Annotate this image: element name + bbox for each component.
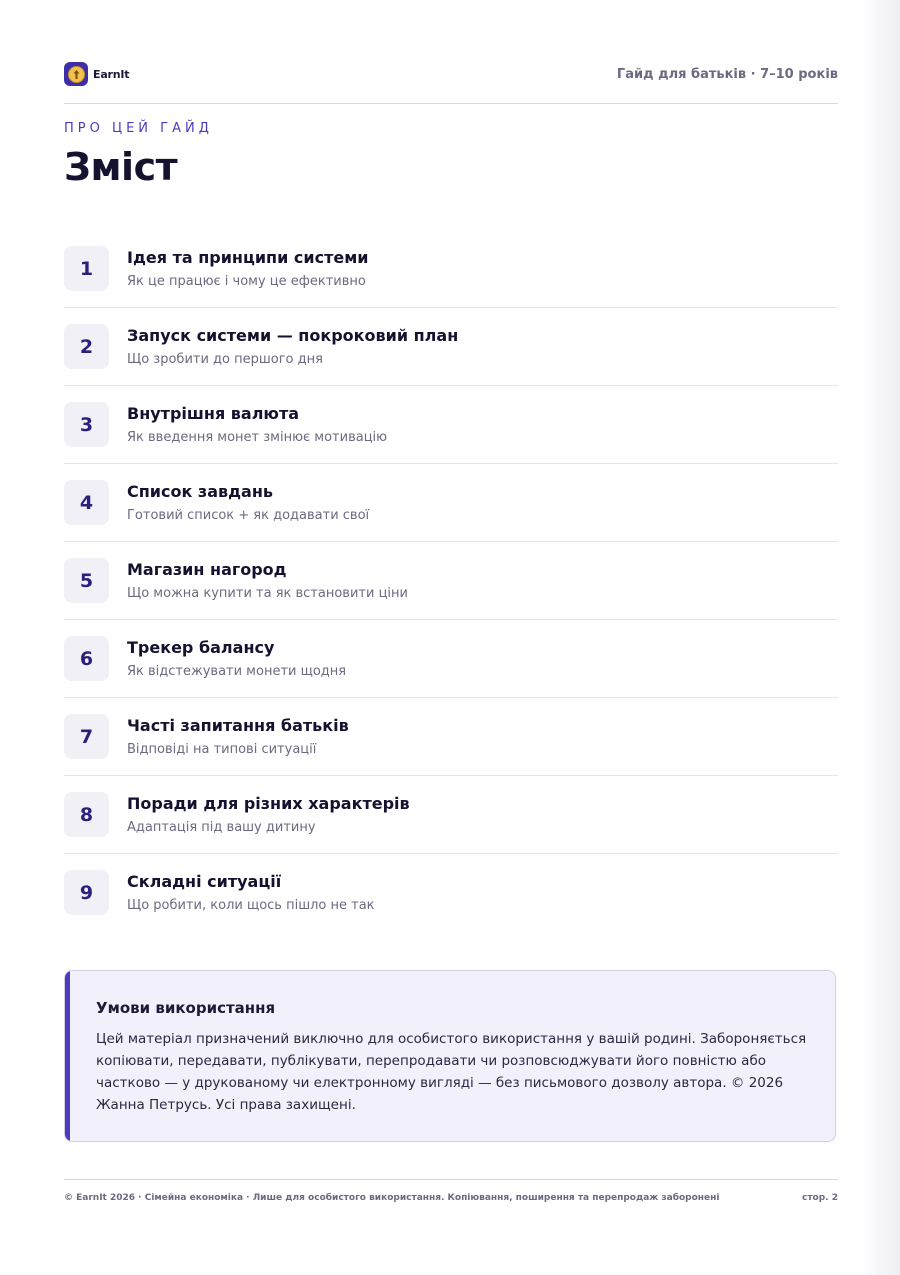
toc-item[interactable] xyxy=(64,542,838,620)
toc-item[interactable] xyxy=(64,620,838,698)
table-of-contents xyxy=(64,230,838,931)
logo-coin-icon xyxy=(64,62,88,86)
page-number: стор. 2 xyxy=(802,1193,838,1203)
toc-number: 7 xyxy=(64,714,109,759)
toc-number: 5 xyxy=(64,558,109,603)
logo-text: EarnIt xyxy=(93,67,130,81)
toc-subtitle: Адаптація під вашу дитину xyxy=(127,820,316,835)
toc-title: Ідея та принципи системи xyxy=(127,248,369,267)
footer-copyright: © EarnIt 2026 · Сімейна економіка · Лише для особистого використання. Копіювання, поширення та перепродаж заборонені xyxy=(64,1193,720,1203)
toc-subtitle: Що зробити до першого дня xyxy=(127,352,323,367)
toc-title: Часті запитання батьків xyxy=(127,716,349,735)
toc-item[interactable] xyxy=(64,464,838,542)
toc-item[interactable] xyxy=(64,854,838,931)
toc-subtitle: Як відстежувати монети щодня xyxy=(127,664,347,679)
toc-number: 9 xyxy=(64,870,109,915)
toc-subtitle: Як введення монет змінює мотивацію xyxy=(127,430,388,445)
toc-title: Внутрішня валюта xyxy=(127,404,300,423)
page-header xyxy=(64,62,838,90)
toc-title: Запуск системи — покроковий план xyxy=(127,326,459,345)
guide-label: Гайд для батьків · 7–10 років xyxy=(616,67,838,82)
section-eyebrow: ПРО ЦЕЙ ГАЙД xyxy=(64,121,213,136)
toc-item[interactable] xyxy=(64,386,838,464)
toc-number: 1 xyxy=(64,246,109,291)
toc-subtitle: Що робити, коли щось пішло не так xyxy=(127,898,375,913)
toc-item[interactable] xyxy=(64,230,838,308)
toc-subtitle: Готовий список + як додавати свої xyxy=(127,508,370,523)
toc-number: 4 xyxy=(64,480,109,525)
toc-subtitle: Як це працює і чому це ефективно xyxy=(127,274,366,289)
toc-number: 3 xyxy=(64,402,109,447)
page-title: Зміст xyxy=(64,145,178,189)
toc-title: Магазин нагород xyxy=(127,560,287,579)
toc-title: Трекер балансу xyxy=(127,638,275,657)
toc-number: 6 xyxy=(64,636,109,681)
toc-number: 2 xyxy=(64,324,109,369)
toc-subtitle: Відповіді на типові ситуації xyxy=(127,742,317,757)
footer-divider xyxy=(64,1179,838,1180)
toc-number: 8 xyxy=(64,792,109,837)
toc-title: Список завдань xyxy=(127,482,274,501)
document-page xyxy=(64,0,838,1275)
toc-item[interactable] xyxy=(64,308,838,386)
terms-of-use-box xyxy=(64,970,836,1142)
terms-body: Цей матеріал призначений виключно для особистого використання у вашій родині. Забороняється копіювати, передавати, публікувати, перепродавати чи розповсюджувати його повністю або частково — у друкованому чи електронному вигляді — без письмового дозволу автора. © 2026 Жанна Петрусь. Усі права захищені. xyxy=(96,1031,807,1113)
terms-title: Умови використання xyxy=(96,999,276,1017)
toc-item[interactable] xyxy=(64,698,838,776)
header-divider xyxy=(64,103,838,104)
toc-title: Складні ситуації xyxy=(127,872,282,891)
toc-subtitle: Що можна купити та як встановити ціни xyxy=(127,586,408,601)
toc-title: Поради для різних характерів xyxy=(127,794,410,813)
page-edge-shadow xyxy=(860,0,900,1275)
terms-accent-bar xyxy=(65,971,70,1141)
logo xyxy=(64,62,129,86)
toc-item[interactable] xyxy=(64,776,838,854)
